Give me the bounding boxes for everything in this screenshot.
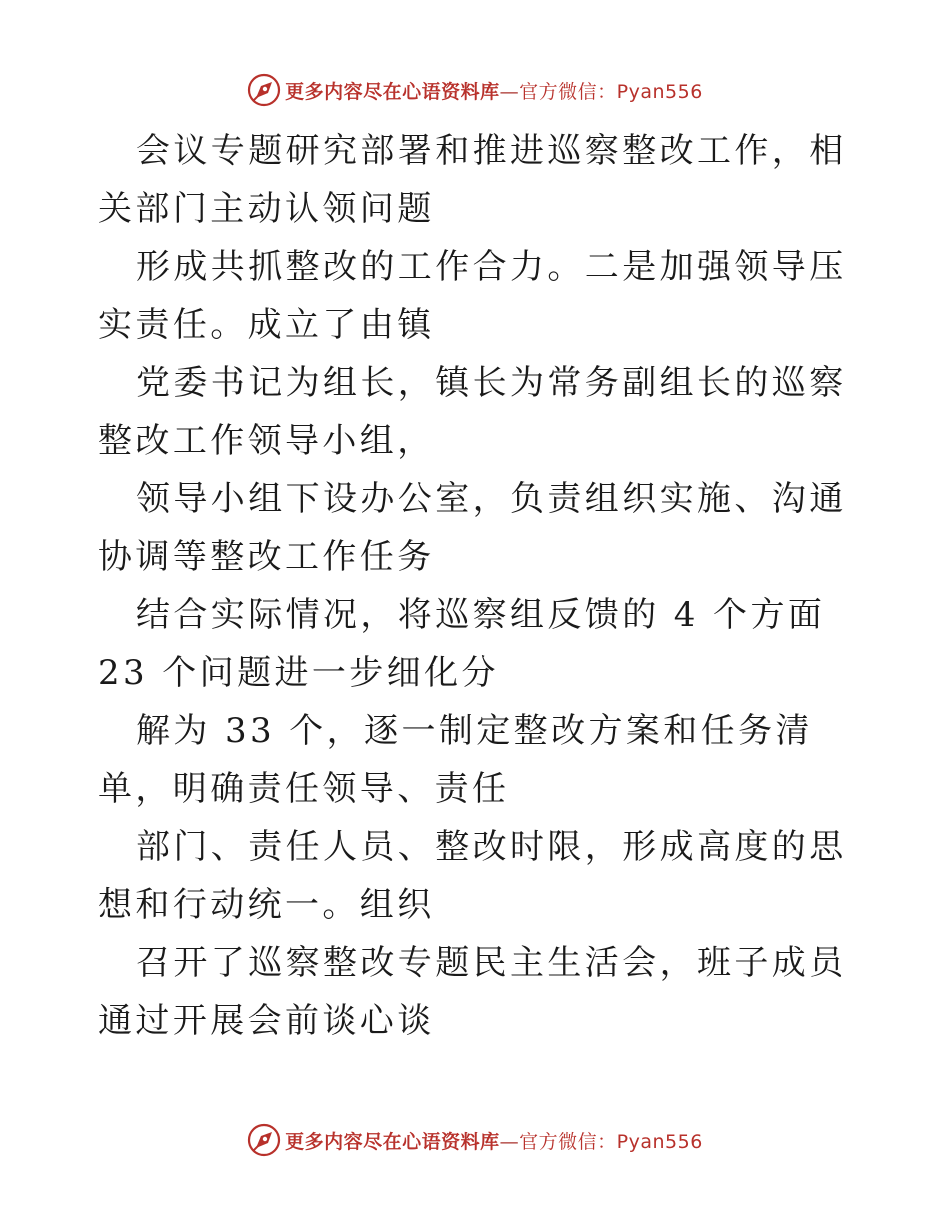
pen-nib-logo-icon (247, 1123, 281, 1157)
paragraph-line: 召开了巡察整改专题民主生活会，班子成员通过 (98, 943, 847, 1041)
paragraph-line: 门主动认领问题 (172, 189, 435, 229)
pen-nib-logo-icon (247, 73, 281, 107)
banner-tail: 官方微信：Pyan556 (519, 80, 703, 103)
paragraph (98, 122, 858, 238)
paragraph-line: 解为 33 个，逐一制定整改方案和任务清单，明 (98, 711, 813, 809)
paragraph-line: 形成共抓整改的工作合力。二是加强领导压实责 (98, 247, 847, 345)
paragraph-line: 确责任领导、责任 (210, 769, 510, 809)
paragraph-line: 开展会前谈心谈 (172, 1001, 435, 1041)
banner-lead: 更多内容尽在心语资料库 (285, 80, 500, 103)
paragraph (98, 238, 858, 354)
header-banner (0, 70, 950, 110)
banner-tail: 官方微信：Pyan556 (519, 1130, 703, 1153)
paragraph (98, 934, 858, 1050)
paragraph-line: 党委书记为组长，镇长为常务副组长的巡察整改 (98, 363, 847, 461)
paragraph (98, 702, 858, 818)
paragraph-line: 结合实际情况，将巡察组反馈的 4 个方面 23 个 (98, 595, 826, 693)
paragraph-line: 领导小组下设办公室，负责组织实施、沟通协调 (98, 479, 847, 577)
banner-text (285, 1127, 703, 1154)
paragraph-line: 部门、责任人员、整改时限，形成高度的思想和 (98, 827, 847, 925)
banner-text (285, 77, 703, 104)
paragraph (98, 586, 858, 702)
paragraph (98, 818, 858, 934)
footer-banner (0, 1120, 950, 1160)
paragraph (98, 354, 858, 470)
banner-dash: — (499, 1130, 520, 1153)
paragraph-line: 问题进一步细化分 (199, 653, 499, 693)
paragraph-line: 任。成立了由镇 (172, 305, 435, 345)
banner-lead: 更多内容尽在心语资料库 (285, 1130, 500, 1153)
paragraph-line: 行动统一。组织 (172, 885, 435, 925)
document-body (98, 122, 858, 1050)
paragraph-line: 会议专题研究部署和推进巡察整改工作，相关部 (98, 131, 847, 229)
paragraph-line: 等整改工作任务 (172, 537, 435, 577)
paragraph-line: 工作领导小组， (172, 421, 435, 461)
paragraph (98, 470, 858, 586)
banner-dash: — (499, 80, 520, 103)
